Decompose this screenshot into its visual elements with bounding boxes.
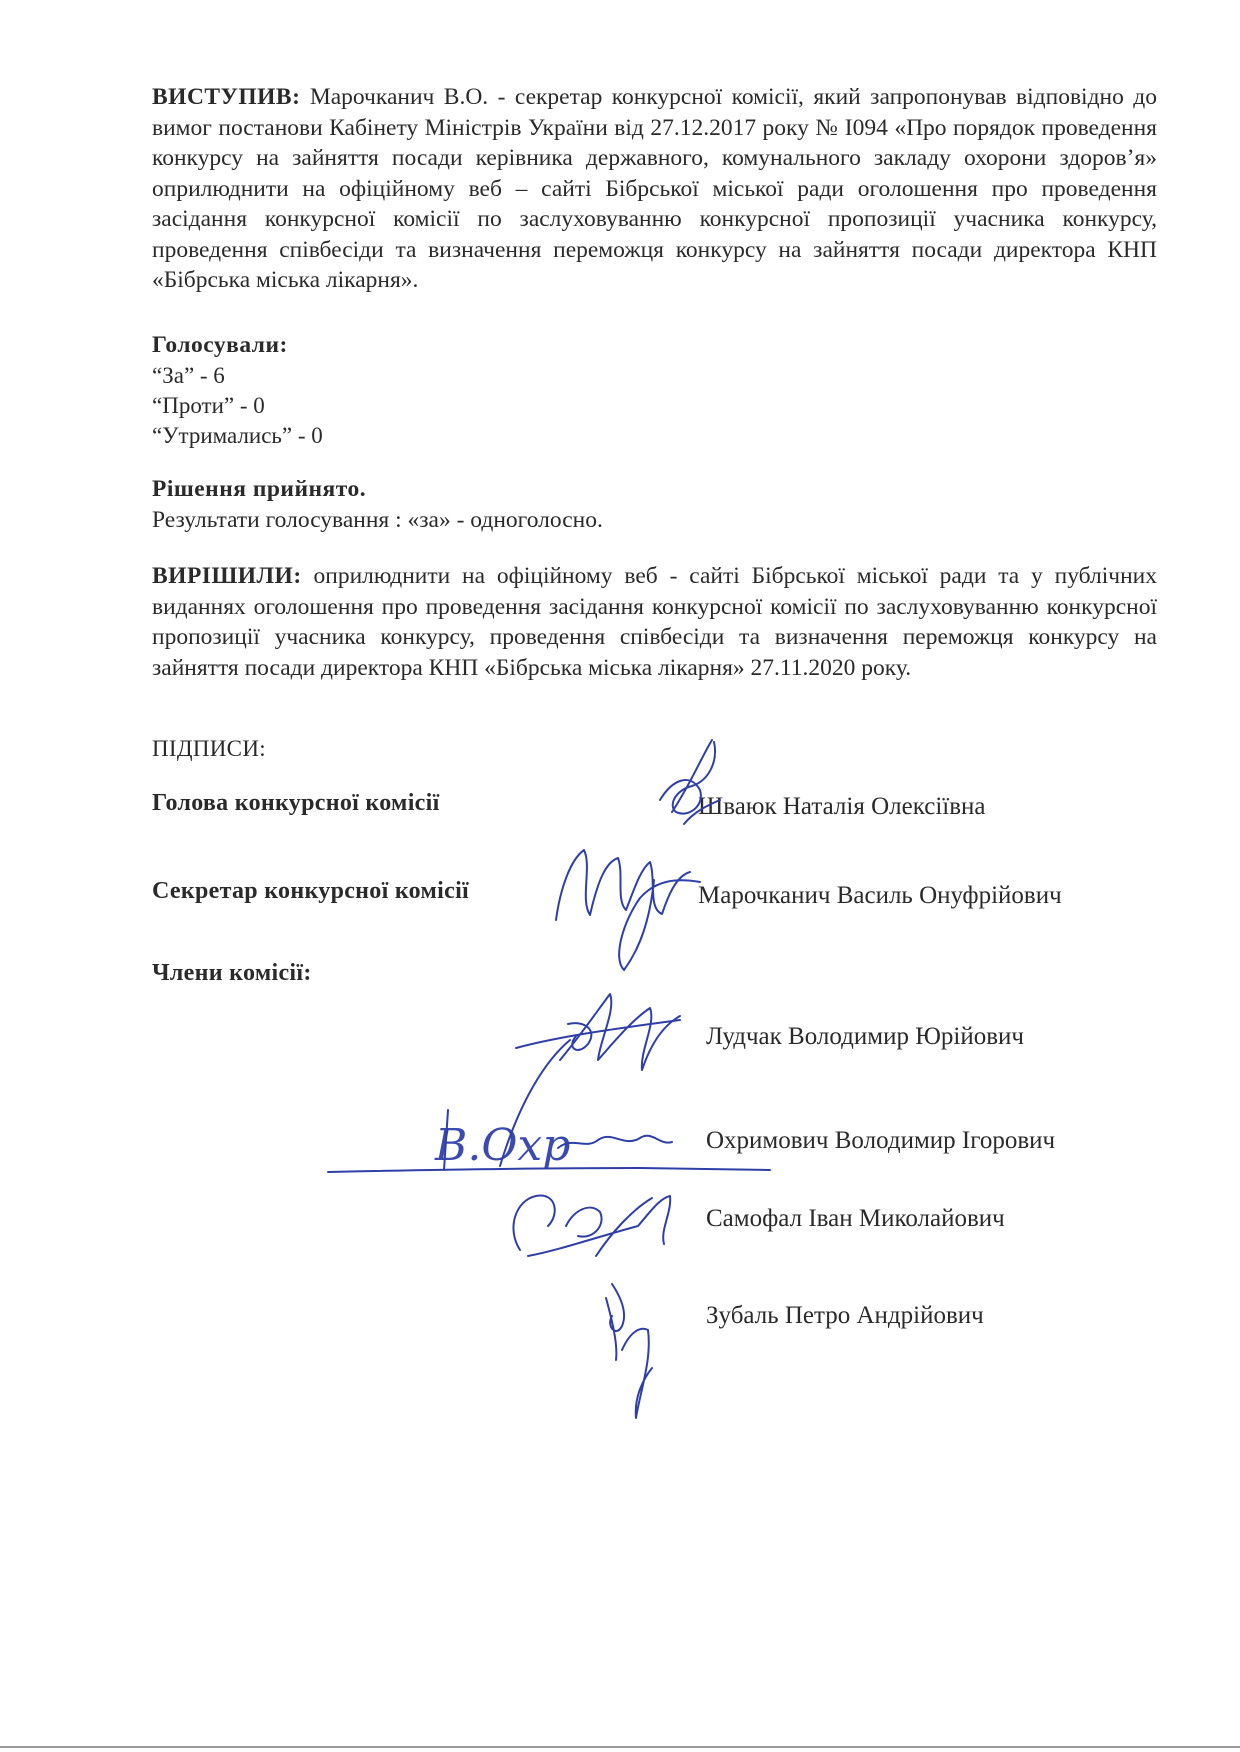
secretary-signature: [556, 850, 700, 970]
signatures-heading: ПІДПИСИ:: [152, 736, 266, 761]
secretary-name: Марочканич Василь Онуфрійович: [698, 882, 1062, 909]
decision-result: Результати голосування : «за» - одноголосно.: [152, 506, 603, 533]
vote-for: “За” - 6: [152, 362, 225, 388]
voting-section: [152, 330, 1157, 451]
decision-title: Рішення прийнято.: [152, 476, 367, 502]
speech-text: Марочканич В.О. - секретар конкурсної комісії, який запропонував відповідно до вимог постанови Кабінету Міністрів України від 27.12.2017 року № І094 «Про порядок проведення конкурсу на зайняття посади керівника державного, комунального закладу охорони здоров’я» оприлюднити на офіційному веб – сайті Бібрської міської ради оголошення про проведення засідання конкурсної комісії по заслуховуванню конкурсної пропозиції учасника конкурсу, проведення співбесіди та визначення переможця конкурсу на зайняття посади директора КНП «Бібрська міська лікарня».: [152, 84, 1157, 293]
member-name: Охримович Володимир Ігорович: [706, 1127, 1056, 1154]
okhrymovych-handwriting: В.Охр: [435, 1120, 571, 1171]
resolved-paragraph: [152, 561, 1157, 683]
member-name: Зубаль Петро Андрійович: [706, 1302, 984, 1329]
speech-label: ВИСТУПИВ:: [152, 84, 301, 110]
page-bottom-edge: [0, 1746, 1240, 1748]
members-label: Члени комісії:: [152, 960, 312, 986]
chair-name: Шваюк Наталія Олексіївна: [698, 793, 986, 820]
okhrymovych-signature: [328, 1040, 770, 1172]
vote-against: “Проти” - 0: [152, 392, 265, 418]
decision-section: [152, 474, 1157, 535]
zubal-signature: [606, 1284, 652, 1418]
vote-abstained: “Утримались” - 0: [152, 422, 323, 448]
resolved-label: ВИРІШИЛИ:: [152, 563, 302, 589]
voting-title: Голосували:: [152, 332, 288, 358]
member-name: Самофал Іван Миколайович: [706, 1205, 1005, 1232]
secretary-label: Секретар конкурсної комісії: [152, 878, 470, 904]
ludchak-signature: [516, 994, 680, 1070]
chair-label: Голова конкурсної комісії: [152, 790, 440, 816]
resolved-text: оприлюднити на офіційному веб - сайті Бібрської міської ради та у публічних виданнях оголошення про проведення засідання конкурсної комісії по заслуховуванню конкурсної пропозиції учасника конкурсу, проведення співбесіди та визначення переможця конкурсу на зайняття посади директора КНП «Бібрська міська лікарня» 27.11.2020 року.: [152, 563, 1157, 681]
member-name: Лудчак Володимир Юрійович: [706, 1023, 1024, 1050]
samofal-signature: [513, 1196, 670, 1256]
speech-paragraph: [152, 82, 1157, 296]
